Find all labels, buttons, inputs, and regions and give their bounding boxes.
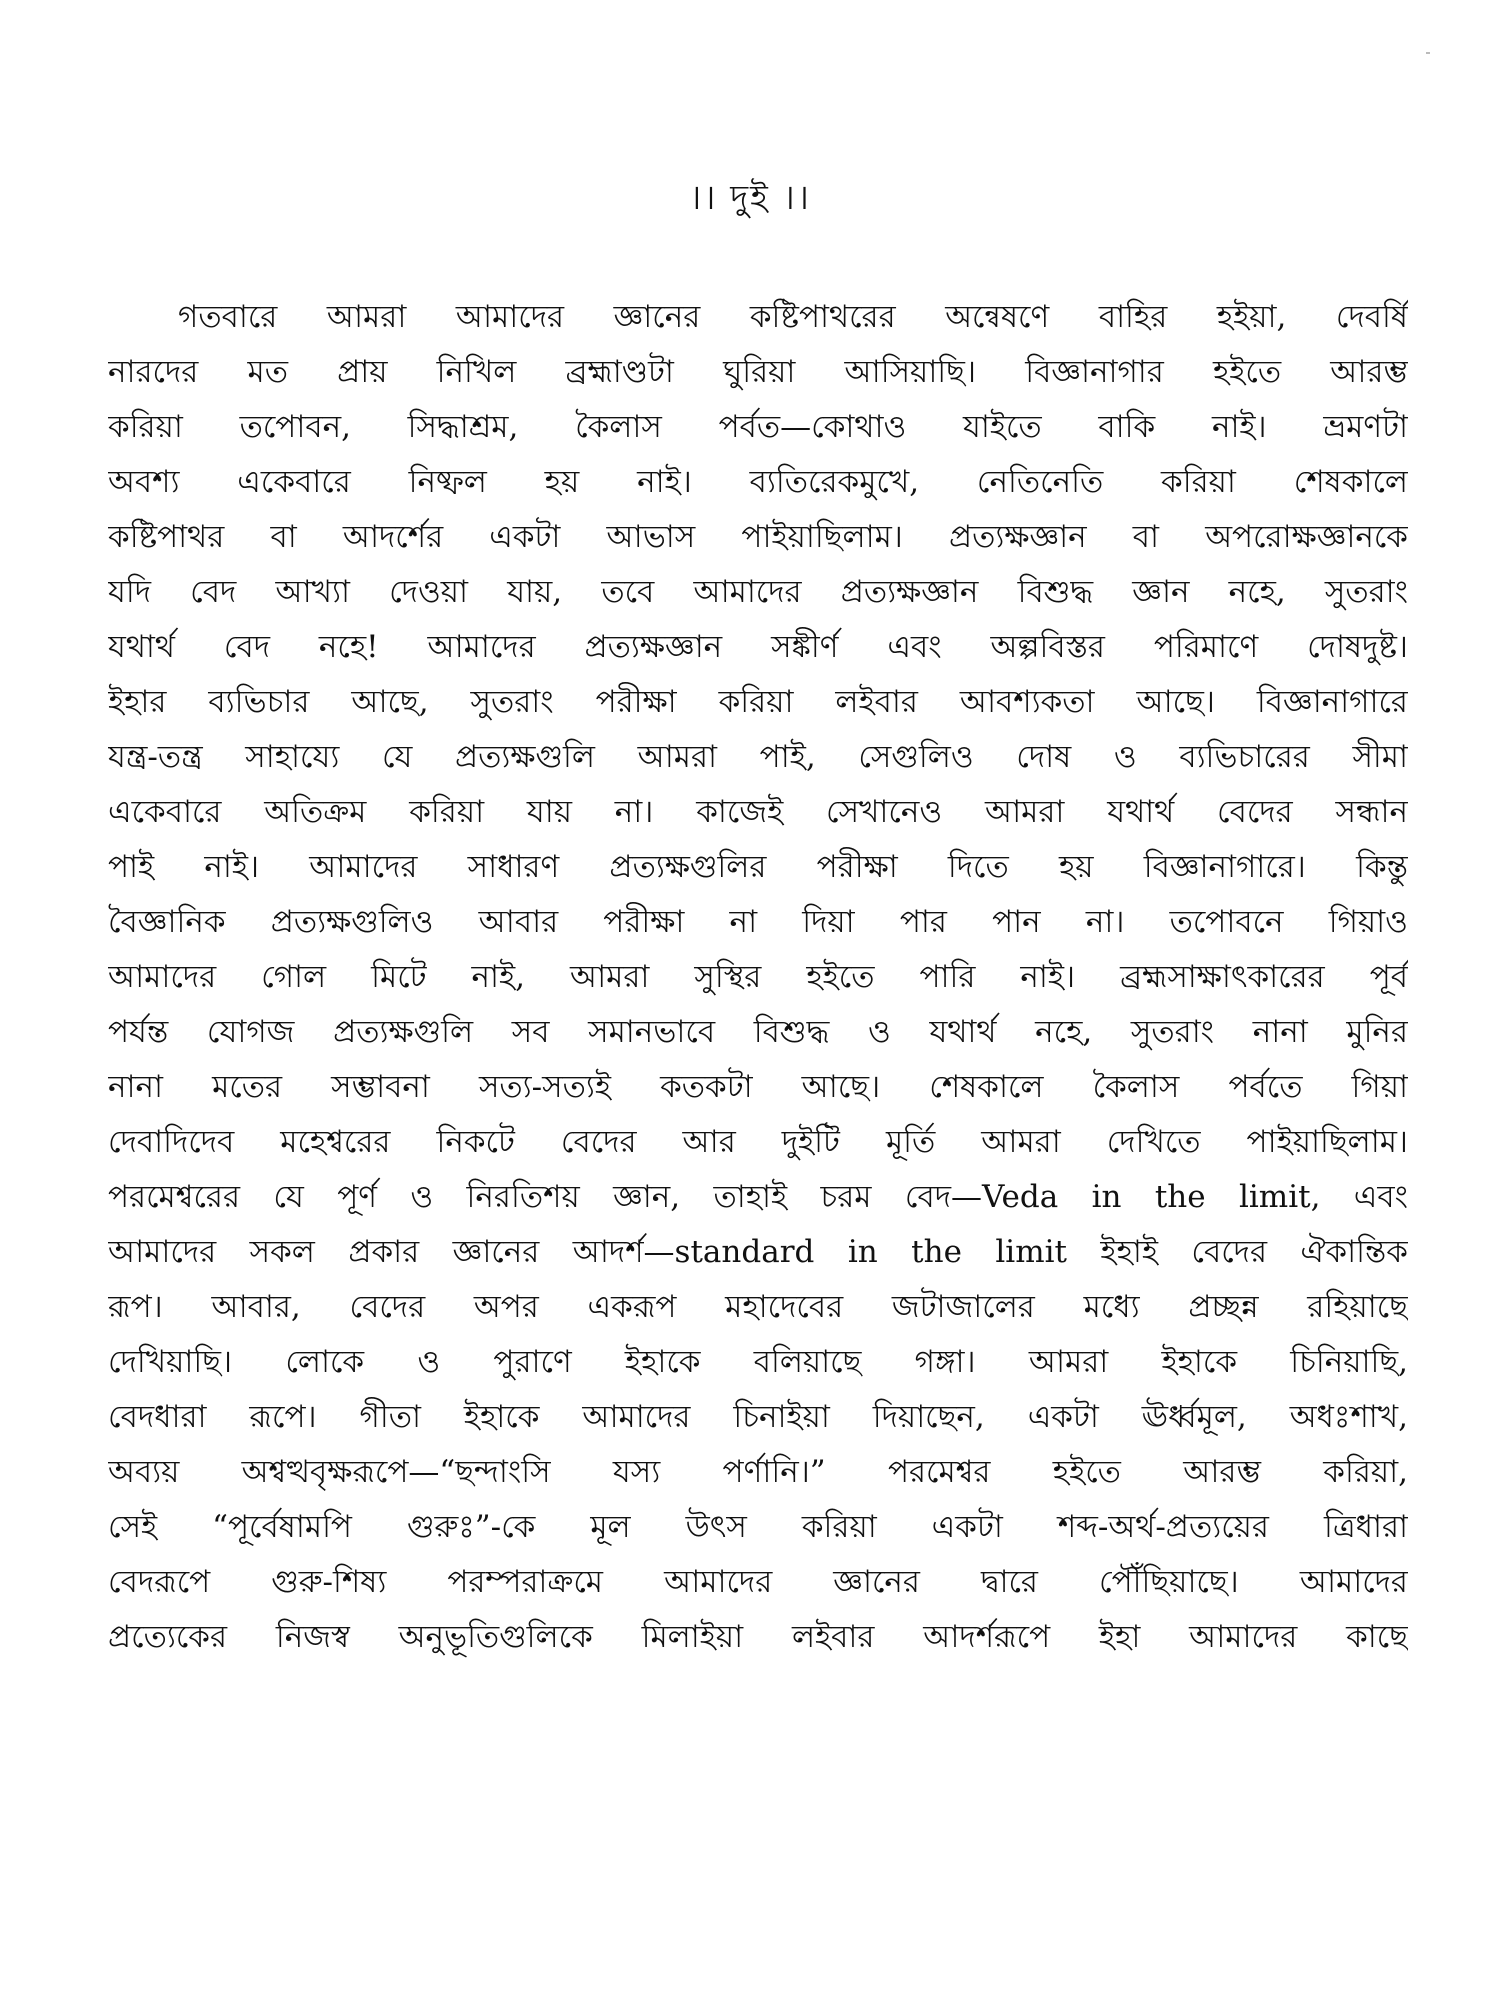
text-line: রূপ। আবার, বেদের অপর একরূপ মহাদেবের জটাজালের মধ্যে প্রচ্ছন্ন রহিয়াছে — [108, 1289, 1408, 1325]
text-line: আমাদের সকল প্রকার জ্ঞানের আদর্শ—standard in the limit ইহাই বেদের ঐকান্তিক — [108, 1234, 1408, 1270]
text-line: যথার্থ বেদ নহে! আমাদের প্রত্যক্ষজ্ঞান সঙ্কীর্ণ এবং অল্পবিস্তর পরিমাণে দোষদুষ্ট। — [108, 629, 1408, 665]
text-line: যদি বেদ আখ্যা দেওয়া যায়, তবে আমাদের প্রত্যক্ষজ্ঞান বিশুদ্ধ জ্ঞান নহে, সুতরাং — [108, 574, 1408, 610]
scan-mark — [1426, 52, 1430, 54]
text-line: নানা মতের সম্ভাবনা সত্য-সত্যই কতকটা আছে। শেষকালে কৈলাস পর্বতে গিয়া — [108, 1069, 1408, 1105]
text-line: প্রত্যেকের নিজস্ব অনুভূতিগুলিকে মিলাইয়া লইবার আদর্শরূপে ইহা আমাদের কাছে — [108, 1619, 1408, 1655]
text-line: গতবারে আমরা আমাদের জ্ঞানের কষ্টিপাথরের অন্বেষণে বাহির হইয়া, দেবর্ষি — [178, 299, 1408, 335]
text-line: দেখিয়াছি। লোকে ও পুরাণে ইহাকে বলিয়াছে গঙ্গা। আমরা ইহাকে চিনিয়াছি, — [108, 1344, 1408, 1380]
text-line: বেদরূপে গুরু-শিষ্য পরম্পরাক্রমে আমাদের জ্ঞানের দ্বারে পৌঁছিয়াছে। আমাদের — [108, 1564, 1408, 1600]
chapter-heading: ।। দুই ।। — [689, 178, 811, 218]
text-line: করিয়া তপোবন, সিদ্ধাশ্রম, কৈলাস পর্বত—কোথাও যাইতে বাকি নাই। ভ্রমণটা — [108, 409, 1408, 445]
text-line: অবশ্য একেবারে নিষ্ফল হয় নাই। ব্যতিরেকমুখে, নেতিনেতি করিয়া শেষকালে — [108, 464, 1408, 500]
text-line: পরমেশ্বরের যে পূর্ণ ও নিরতিশয় জ্ঞান, তাহাই চরম বেদ—Veda in the limit, এবং — [108, 1179, 1408, 1215]
text-line: বৈজ্ঞানিক প্রত্যক্ষগুলিও আবার পরীক্ষা না দিয়া পার পান না। তপোবনে গিয়াও — [108, 904, 1408, 940]
text-line: একেবারে অতিক্রম করিয়া যায় না। কাজেই সেখানেও আমরা যথার্থ বেদের সন্ধান — [108, 794, 1408, 830]
text-line: যন্ত্র-তন্ত্র সাহায্যে যে প্রত্যক্ষগুলি আমরা পাই, সেগুলিও দোষ ও ব্যভিচারের সীমা — [108, 739, 1408, 775]
text-line: সেই “পূর্বেষামপি গুরুঃ”-কে মূল উৎস করিয়া একটা শব্দ-অর্থ-প্রত্যয়ের ত্রিধারা — [108, 1509, 1408, 1545]
text-line: ইহার ব্যভিচার আছে, সুতরাং পরীক্ষা করিয়া লইবার আবশ্যকতা আছে। বিজ্ঞানাগারে — [108, 684, 1408, 720]
text-line: বেদধারা রূপে। গীতা ইহাকে আমাদের চিনাইয়া দিয়াছেন, একটা ঊর্ধ্বমূল, অধঃশাখ, — [108, 1399, 1408, 1435]
text-line: আমাদের গোল মিটে নাই, আমরা সুস্থির হইতে পারি নাই। ব্রহ্মসাক্ষাৎকারের পূর্ব — [108, 959, 1408, 995]
text-line: কষ্টিপাথর বা আদর্শের একটা আভাস পাইয়াছিলাম। প্রত্যক্ষজ্ঞান বা অপরোক্ষজ্ঞানকে — [108, 519, 1408, 555]
text-line: নারদের মত প্রায় নিখিল ব্রহ্মাণ্ডটা ঘুরিয়া আসিয়াছি। বিজ্ঞানাগার হইতে আরম্ভ — [108, 354, 1408, 390]
text-line: পাই নাই। আমাদের সাধারণ প্রত্যক্ষগুলির পরীক্ষা দিতে হয় বিজ্ঞানাগারে। কিন্তু — [108, 849, 1408, 885]
body-paragraph — [108, 290, 1408, 1665]
text-line: দেবাদিদেব মহেশ্বরের নিকটে বেদের আর দুইটি মূর্তি আমরা দেখিতে পাইয়াছিলাম। — [108, 1124, 1408, 1160]
text-line: পর্যন্ত যোগজ প্রত্যক্ষগুলি সব সমানভাবে বিশুদ্ধ ও যথার্থ নহে, সুতরাং নানা মুনির — [108, 1014, 1408, 1050]
text-line: অব্যয় অশ্বত্থবৃক্ষরূপে—“ছন্দাংসি যস্য পর্ণানি।” পরমেশ্বর হইতে আরম্ভ করিয়া, — [108, 1454, 1408, 1490]
